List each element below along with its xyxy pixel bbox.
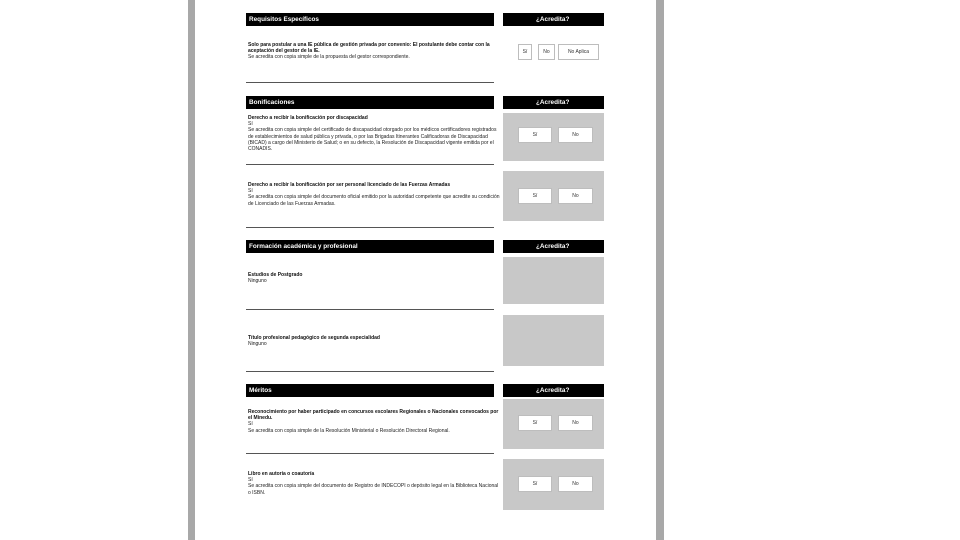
option-no-aplica[interactable]: No Aplica — [558, 44, 599, 60]
item-title: Estudios de Postgrado — [248, 272, 303, 278]
option-si[interactable]: Sí — [518, 476, 552, 492]
divider — [246, 164, 494, 165]
option-si[interactable]: Sí — [518, 127, 552, 143]
viewer-gutter-right — [656, 0, 664, 540]
item-line: Se acredita con copia simple de la propuesta del gestor correspondiente. — [248, 54, 410, 61]
accredits-header: ¿Acredita? — [503, 13, 604, 26]
option-no[interactable]: No — [558, 415, 593, 431]
divider — [246, 453, 494, 454]
item-line: Sí — [248, 188, 253, 195]
item-title: Libro en autoría o coautoría — [248, 471, 315, 477]
section-title: Bonificaciones — [246, 96, 494, 109]
item-line: Sí — [248, 421, 253, 428]
accredits-header: ¿Acredita? — [503, 240, 604, 253]
option-no[interactable]: No — [558, 188, 593, 204]
viewer-gutter-left — [188, 0, 195, 540]
item-line: Sí — [248, 477, 253, 484]
item-text — [248, 272, 500, 284]
item-line: Se acredita con copia simple del documento de Registro de INDECOPI o depósito legal en la Biblioteca Nacional o ISBN. — [248, 483, 499, 496]
divider — [246, 227, 494, 228]
item-line: Sí — [248, 121, 253, 128]
item-title: Título profesional pedagógico de segunda especialidad — [248, 335, 380, 341]
item-line: Ninguno — [248, 278, 267, 285]
item-line: Se acredita con copia simple del documento oficial emitido por la autoridad competente que acredite su condición de Licenciado de las Fuerzas Armadas. — [248, 194, 500, 207]
section-title: Méritos — [246, 384, 494, 397]
item-line: Ninguno — [248, 341, 267, 348]
option-no[interactable]: No — [538, 44, 555, 60]
item-text — [248, 335, 500, 347]
section-title: Formación académica y profesional — [246, 240, 494, 253]
accredit-box — [503, 257, 604, 304]
option-no[interactable]: No — [558, 476, 593, 492]
divider — [246, 371, 494, 372]
item-text — [248, 471, 500, 496]
item-title: Reconocimiento por haber participado en concursos escolares Regionales o Nacionales convocados por el Minedu. — [248, 409, 499, 422]
item-text — [248, 182, 500, 207]
item-title: Derecho a recibir la bonificación por discapacidad — [248, 115, 368, 121]
option-si[interactable]: Sí — [518, 188, 552, 204]
item-title: Solo para postular a una IE pública de gestión privada por convenio: El postulante debe contar con la aceptación del gestor de la IE. — [248, 42, 490, 55]
document-page — [195, 0, 656, 540]
accredits-header: ¿Acredita? — [503, 96, 604, 109]
item-line: Se acredita con copia simple de la Resolución Ministerial o Resolución Directoral Regional. — [248, 427, 450, 434]
option-no[interactable]: No — [558, 127, 593, 143]
option-si[interactable]: Sí — [518, 44, 532, 60]
section-title: Requisitos Específicos — [246, 13, 494, 26]
item-text — [248, 42, 500, 61]
item-title: Derecho a recibir la bonificación por ser personal licenciado de las Fuerzas Armadas — [248, 182, 451, 188]
accredits-header: ¿Acredita? — [503, 384, 604, 397]
accredit-box — [503, 315, 604, 366]
item-text — [248, 409, 500, 434]
option-si[interactable]: Sí — [518, 415, 552, 431]
item-line: Se acredita con copia simple del certificado de discapacidad otorgado por los médicos certificadores registrados de establecimientos de salud pública y privada, o por las Brigadas Itinerantes Calificadoras de Discapacidad (BICAD) a cargo del Ministerio de Salud; o en su defecto, la Resolución de Discapacidad vigente emitida por el CONADIS. — [248, 127, 497, 153]
item-text — [248, 115, 500, 152]
divider — [246, 82, 494, 83]
divider — [246, 309, 494, 310]
